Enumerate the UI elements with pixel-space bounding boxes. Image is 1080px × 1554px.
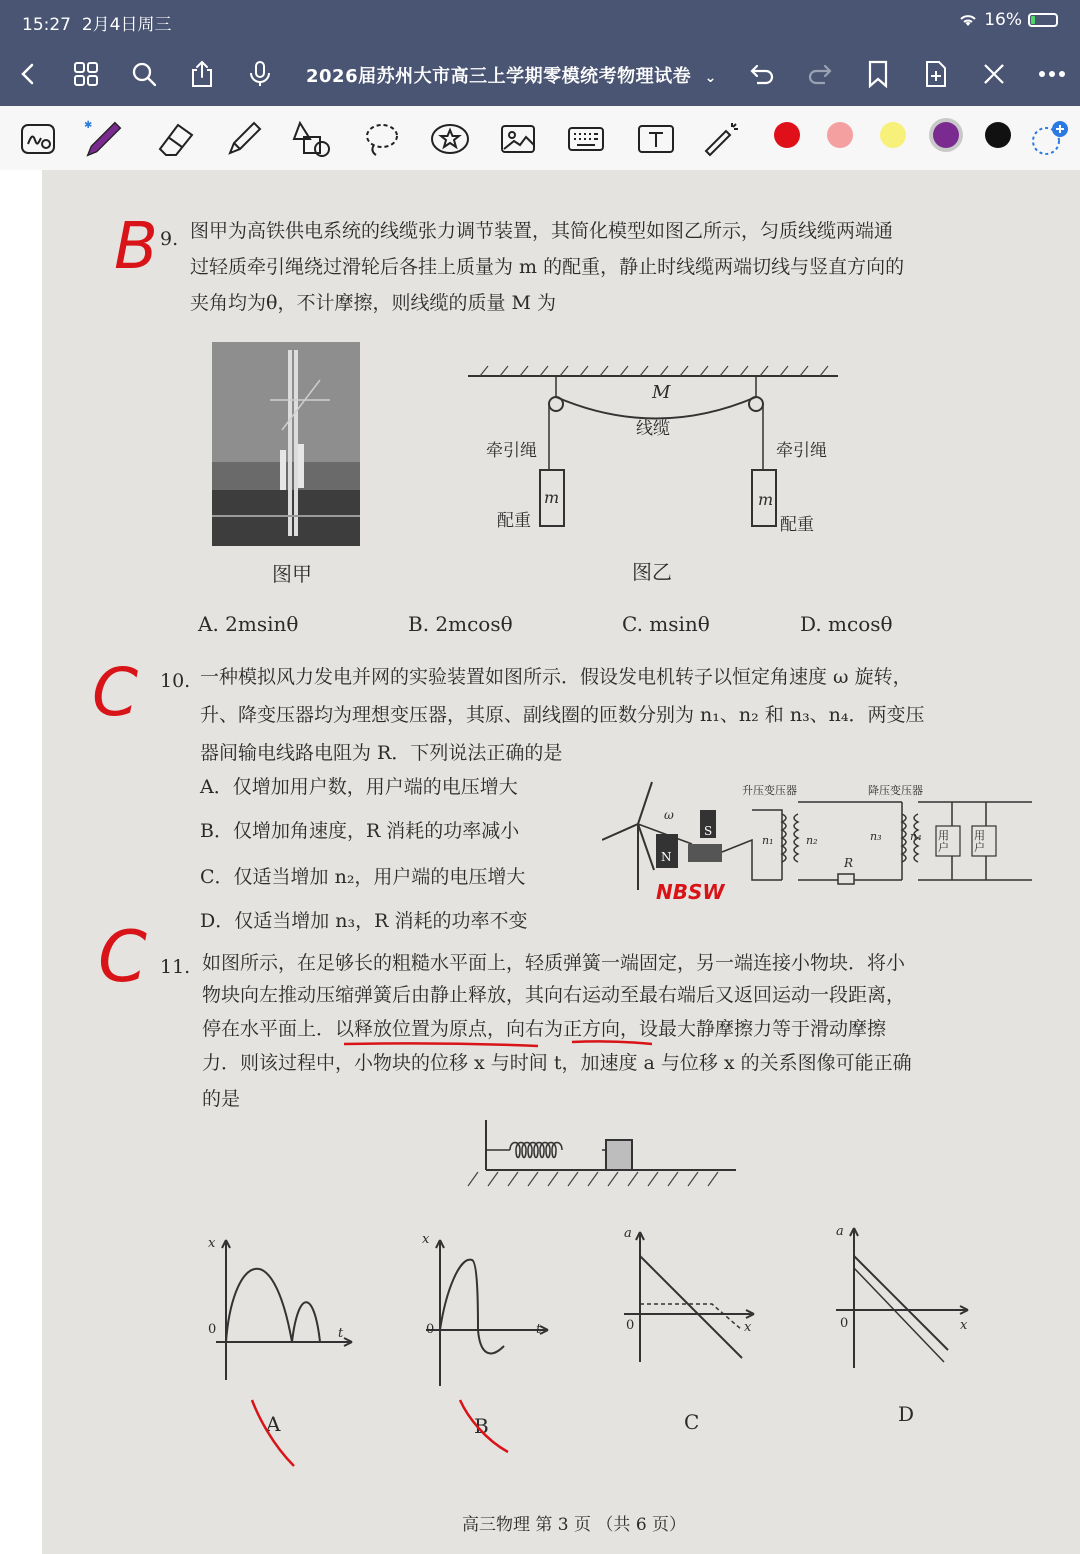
laser-pointer-icon[interactable] [702, 120, 742, 158]
q10-N-label: N [661, 850, 672, 864]
q11-line4: 力．则该过程中，小物块的位移 x 与时间 t，加速度 a 与位移 x 的关系图像可能正确 [202, 1052, 912, 1074]
q11-graph-b-label: B [474, 1414, 489, 1438]
q9-fig2-weight-left: 配重 [497, 511, 531, 531]
q11-graph-c-xlabel: x [744, 1320, 752, 1335]
q10-user1-label: 用户 [938, 829, 949, 854]
q11-graph-c [614, 1226, 764, 1366]
q10-handwritten-note: NBSW [656, 880, 725, 904]
grid-view-icon[interactable] [68, 56, 104, 92]
q10-user2-label: 用户 [974, 829, 985, 854]
pen-icon[interactable] [84, 120, 124, 158]
q9-handwritten-answer: B [114, 210, 158, 284]
q11-spring-diagram [466, 1116, 740, 1190]
q10-choice-c: C．仅适当增加 n₂，用户端的电压增大 [200, 866, 526, 888]
highlighter-icon[interactable] [224, 120, 264, 158]
q10-S-label: S [704, 824, 713, 838]
q11-graph-d [826, 1222, 976, 1372]
battery-icon [1028, 13, 1058, 27]
q11-line5: 的是 [202, 1088, 241, 1110]
q11-graph-b-origin: 0 [426, 1322, 435, 1337]
share-icon[interactable] [184, 56, 220, 92]
color-swatch-red[interactable] [774, 122, 800, 148]
q9-line1: 图甲为高铁供电系统的线缆张力调节装置，其简化模型如图乙所示，匀质线缆两端通 [190, 220, 894, 242]
image-icon[interactable] [498, 120, 538, 158]
q9-fig2-cable: 线缆 [636, 419, 670, 439]
q9-choice-d: D. mcosθ [800, 612, 893, 636]
q10-number: 10. [160, 670, 191, 692]
q11-underline-marks [342, 1030, 722, 1050]
sticker-icon[interactable] [430, 120, 470, 158]
bookmark-icon[interactable] [860, 56, 896, 92]
q11-line2: 物块向左推动压缩弹簧后由静止释放，其向右运动至最右端后又返回运动一段距离， [202, 984, 906, 1006]
status-time: 15:27 2月4日周三 [22, 15, 172, 35]
q11-graph-b-xlabel: t [536, 1322, 542, 1337]
status-right [958, 10, 1058, 30]
keyboard-icon[interactable] [566, 120, 606, 158]
drawing-toolbar [0, 106, 1080, 171]
navigation-bar [0, 42, 1080, 106]
handwriting-mode-icon[interactable] [18, 120, 58, 158]
undo-icon[interactable] [744, 56, 780, 92]
q9-fig2-weight-right: 配重 [780, 515, 814, 535]
q9-fig2-rope-left: 牵引绳 [486, 441, 537, 461]
page-footer: 高三物理 第 3 页 （共 6 页） [462, 1515, 687, 1535]
q11-graph-a-origin: 0 [208, 1322, 217, 1337]
text-icon[interactable] [636, 120, 676, 158]
q9-line3: 夹角均为θ，不计摩擦，则线缆的质量 M 为 [190, 292, 556, 314]
q10-choice-d: D．仅适当增加 n₃，R 消耗的功率不变 [200, 910, 528, 932]
back-icon[interactable] [10, 56, 46, 92]
q9-choice-a: A. 2msinθ [198, 612, 299, 636]
q10-n2-label: n₂ [806, 834, 818, 847]
q11-graph-a [202, 1230, 362, 1390]
add-color-icon[interactable] [1028, 120, 1068, 158]
more-icon[interactable] [1034, 56, 1070, 92]
q11-graph-d-ylabel: a [836, 1224, 844, 1239]
color-swatch-yellow[interactable] [880, 122, 906, 148]
color-swatch-purple[interactable] [933, 122, 959, 148]
search-icon[interactable] [126, 56, 162, 92]
q11-graph-d-xlabel: x [960, 1318, 968, 1333]
q9-choice-c: C. msinθ [622, 612, 710, 636]
svg-text:✱: ✱ [84, 120, 93, 132]
wifi-icon [958, 12, 978, 28]
add-page-icon[interactable] [918, 56, 954, 92]
q11-line1: 如图所示，在足够长的粗糙水平面上，轻质弹簧一端固定，另一端连接小物块．将小 [202, 952, 906, 974]
color-swatch-pink[interactable] [827, 122, 853, 148]
q10-n1-label: n₁ [762, 834, 774, 847]
q9-photo [210, 340, 364, 550]
q11-graph-b-ylabel: x [422, 1232, 430, 1247]
q11-number: 11. [160, 956, 191, 978]
q9-fig2-m-left: m [544, 488, 560, 507]
q10-line3: 器间输电线路电阻为 R．下列说法正确的是 [200, 742, 563, 764]
q11-handwritten-answer: C [98, 916, 147, 998]
q11-graph-a-xlabel: t [338, 1326, 344, 1341]
q10-step-up-label: 升压变压器 [742, 784, 797, 797]
q10-line1: 一种模拟风力发电并网的实验装置如图所示．假设发电机转子以恒定角速度 ω 旋转， [200, 666, 912, 688]
q9-fig1-caption: 图甲 [272, 562, 312, 586]
q10-omega-label: ω [664, 808, 674, 822]
q10-R-label: R [844, 856, 854, 870]
color-swatch-black[interactable] [985, 122, 1011, 148]
q11-line3: 停在水平面上．以释放位置为原点，向右为正方向，设最大静摩擦力等于滑动摩擦 [202, 1018, 887, 1040]
q11-graph-c-origin: 0 [626, 1318, 635, 1333]
lasso-icon[interactable] [362, 120, 402, 158]
microphone-icon[interactable] [242, 56, 278, 92]
q10-handwritten-answer: C [92, 654, 139, 731]
q9-fig2-caption: 图乙 [632, 560, 672, 584]
q11-graph-d-label: D [898, 1402, 915, 1426]
eraser-icon[interactable] [156, 120, 196, 158]
q10-line2: 升、降变压器均为理想变压器，其原、副线圈的匝数分别为 n₁、n₂ 和 n₃、n₄．两变压 [200, 704, 925, 726]
q9-fig2-m-right: m [758, 490, 774, 509]
redo-icon[interactable] [802, 56, 838, 92]
q11-graph-d-origin: 0 [840, 1316, 849, 1331]
q10-choice-a: A．仅增加用户数，用户端的电压增大 [200, 776, 518, 798]
q9-fig2-M: M [652, 382, 671, 403]
collapse-toolbar-icon[interactable] [976, 56, 1012, 92]
q10-step-down-label: 降压变压器 [868, 784, 923, 797]
battery-percent: 16% [984, 10, 1022, 30]
q10-n4-label: n₄ [910, 830, 922, 843]
q11-cross-b-mark [456, 1396, 516, 1458]
status-bar [0, 0, 1080, 42]
q11-graph-c-ylabel: a [624, 1226, 632, 1241]
q9-number: 9. [160, 228, 179, 250]
q9-line2: 过轻质牵引绳绕过滑轮后各挂上质量为 m 的配重，静止时线缆两端切线与竖直方向的 [190, 256, 905, 278]
q11-graph-a-ylabel: x [208, 1236, 216, 1251]
q11-cross-a-mark [248, 1396, 308, 1470]
page-margin [0, 170, 42, 1554]
q9-fig2-rope-right: 牵引绳 [776, 441, 827, 461]
q9-choice-b: B. 2mcosθ [408, 612, 513, 636]
q11-graph-c-label: C [684, 1410, 700, 1434]
shapes-icon[interactable] [292, 120, 332, 158]
document-title[interactable]: 2026届苏州大市高三上学期零模统考物理试卷 ⌄ [306, 66, 717, 87]
document-page[interactable] [42, 170, 1080, 1554]
q10-n3-label: n₃ [870, 830, 882, 843]
q10-choice-b: B．仅增加角速度，R 消耗的功率减小 [200, 820, 520, 842]
q11-graph-a-label: A [266, 1412, 281, 1436]
q11-graph-b [412, 1230, 562, 1390]
title-chevron-icon[interactable]: ⌄ [704, 70, 717, 86]
